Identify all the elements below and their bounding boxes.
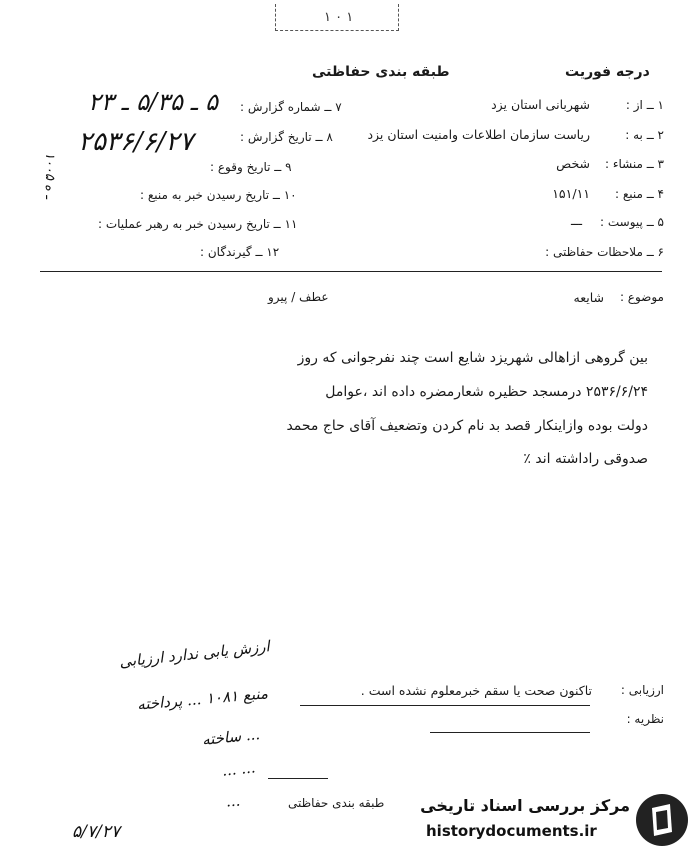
evaluation-value: تاکنون صحت یا سقم خبرمعلوم نشده است .	[360, 683, 592, 698]
opinion-line	[430, 732, 590, 733]
field-occurrence-date-label: ۹ ــ تاریخ وقوع :	[210, 160, 292, 174]
field-to-label: ۲ ــ به :	[625, 128, 664, 142]
reference-label: عطف / پیرو	[268, 290, 329, 304]
field-report-date-value: ۲۵۳۶/۶/۲۷	[78, 127, 194, 157]
opinion-label: نظریه :	[626, 712, 664, 726]
field-from-value: شهربانی استان یزد	[491, 97, 590, 112]
field-recipients-label: ۱۲ ــ گیرندگان :	[200, 245, 280, 259]
evaluation-line	[300, 705, 590, 706]
field-security-notes-label: ۶ ــ ملاحظات حفاظتی :	[545, 245, 664, 259]
watermark	[420, 792, 696, 852]
body-line-4: صدوقی راداشته اند ٪	[523, 451, 648, 467]
body-line-1: بین گروهی ازاهالی شهریزد شایع است چند نفرجوانی که روز	[297, 350, 648, 366]
field-origin-label: ۳ ــ منشاء :	[604, 157, 664, 171]
handwritten-date: ۵/۷/۲۷	[72, 822, 120, 842]
footer-rule-short	[268, 778, 328, 779]
body-line-2: ۲۵۳۶/۶/۲۴ درمسجد حظیره شعارمضره داده اند ،عوامل	[325, 384, 648, 400]
field-news-to-leader-label: ۱۱ ــ تاریخ رسیدن خبر به رهبر عملیات :	[98, 217, 298, 231]
watermark-url: historydocuments.ir	[426, 822, 597, 840]
footer-classification: طبقه بندی حفاظتی	[288, 796, 385, 810]
handwritten-line-4: ... ...	[220, 758, 256, 780]
field-attachment-value: ـــ	[571, 213, 582, 228]
top-stamp-box	[275, 4, 399, 31]
field-to-value: ریاست سازمان اطلاعات وامنیت استان یزد	[367, 127, 590, 142]
handwritten-line-3: ... ساخته	[201, 725, 261, 749]
field-news-to-source-label: ۱۰ ــ تاریخ رسیدن خبر به منبع :	[140, 188, 297, 202]
classification-heading: طبقه بندی حفاظتی	[312, 64, 450, 80]
field-from-label: ۱ ــ از :	[625, 98, 664, 112]
field-report-date-label: ۸ ــ تاریخ گزارش :	[240, 130, 333, 144]
field-report-number-label: ۷ ــ شماره گزارش :	[240, 100, 342, 114]
header-divider	[40, 271, 662, 272]
watermark-logo-icon	[636, 794, 688, 846]
handwritten-line-2: منبع ۱۰۸۱ ... پرداخته	[136, 684, 269, 714]
subject-label: موضوع :	[619, 290, 664, 304]
field-source-label: ۴ ــ منبع :	[614, 187, 664, 201]
watermark-title: مرکز بررسی اسناد تاریخی	[420, 796, 630, 815]
handwritten-line-5: ...	[225, 791, 241, 811]
subject-value: شایعه	[573, 290, 604, 305]
field-attachment-label: ۵ ــ پیوست :	[600, 215, 664, 229]
field-origin-value: شخص	[556, 156, 590, 171]
margin-note: ۱۰۰۵ ـ ه	[41, 152, 57, 199]
priority-heading: درجه فوریت	[565, 64, 650, 80]
evaluation-label: ارزیابی :	[620, 683, 664, 697]
handwritten-line-1: ارزش یابی ندارد ارزیابی	[118, 637, 271, 671]
field-source-value: ۱۵۱/۱۱	[552, 186, 590, 201]
field-report-number-value: ۵ ـ ۵/۳۵ ـ ۲۳	[88, 88, 219, 116]
top-stamp-mark: ۱ ۰ ۱	[324, 10, 354, 25]
body-line-3: دولت بوده وازاینکار قصد بد نام کردن وتضعیف آقای حاج محمد	[286, 418, 648, 434]
